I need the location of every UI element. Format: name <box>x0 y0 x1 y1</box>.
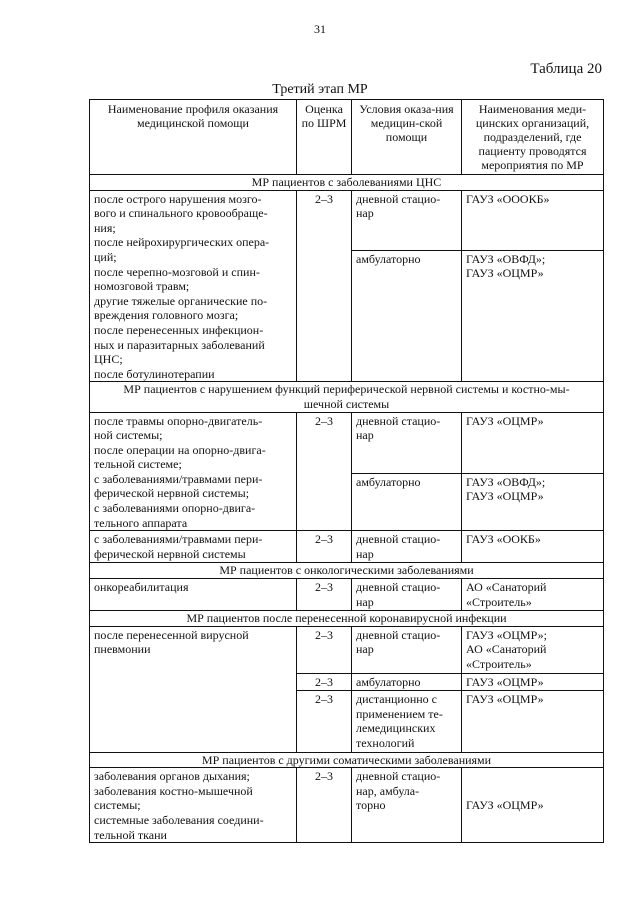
section-title-onco: МР пациентов с онкологическими заболеваниями <box>219 563 474 578</box>
table-row <box>90 412 604 473</box>
covid-score-2: 2–3 <box>315 674 333 689</box>
onco-profile: онкореабилитация <box>94 580 189 595</box>
pns-org-day: ГАУЗ «ОЦМР» <box>466 413 544 428</box>
onco-org: АО «Санаторий «Строитель» <box>466 580 547 609</box>
covid-condition-day: дневной стацио- нар <box>356 627 441 657</box>
section-row <box>90 175 604 191</box>
table-row <box>90 768 604 843</box>
rehab-table <box>89 99 604 843</box>
table-title: Третий этап МР <box>272 82 368 97</box>
cns-condition-day: дневной стацио- нар <box>356 191 441 221</box>
pns-profile-1: после травмы опорно-двигатель- ной системы; после операции на опорно-двига- тельной системе; с заболеваниями/травмами пери- ферической нервной системы; с заболеваниями опорно-двига- тельного аппарата <box>94 413 266 530</box>
section-title-cns: МР пациентов с заболеваниями ЦНС <box>251 175 442 189</box>
cns-org-day: ГАУЗ «ОООКБ» <box>466 191 550 206</box>
covid-profile: после перенесенной вирусной пневмонии <box>94 627 249 657</box>
somatic-score: 2–3 <box>315 769 333 784</box>
covid-org-outpatient: ГАУЗ «ОЦМР» <box>466 674 544 689</box>
covid-condition-remote: дистанционно с применением те- лемедицинских технологий <box>356 692 443 750</box>
header-row <box>90 100 604 175</box>
pns-profile-2: с заболеваниями/травмами пери- ферической нервной системы <box>94 532 263 561</box>
pns-condition-day: дневной стацио- нар <box>356 413 441 443</box>
pns-score-1: 2–3 <box>315 413 333 428</box>
cns-score: 2–3 <box>315 191 333 206</box>
somatic-condition: дневной стацио- нар, амбула- торно <box>356 769 441 813</box>
table-row <box>90 190 604 250</box>
header-score: Оценка по ШРМ <box>297 100 352 175</box>
covid-score-3: 2–3 <box>315 692 333 707</box>
table-row <box>90 531 604 563</box>
somatic-profile: заболевания органов дыхания; заболевания костно-мышечной системы; системные заболевания соедини- тельной ткани <box>94 769 264 842</box>
page-number: 31 <box>314 22 326 36</box>
section-row <box>90 752 604 768</box>
table-row <box>90 626 604 673</box>
header-organizations: Наименования меди-цинских организаций, подразделений, где пациенту проводятся мероприятия по МР <box>462 100 604 175</box>
section-row <box>90 611 604 627</box>
cns-condition-outpatient: амбулаторно <box>356 251 421 266</box>
header-conditions: Условия оказа-ния медицин-ской помощи <box>352 100 462 175</box>
covid-org-day: ГАУЗ «ОЦМР»; АО «Санаторий «Строитель» <box>466 627 547 671</box>
pns-org-day-2: ГАУЗ «ООКБ» <box>466 532 541 547</box>
section-row <box>90 382 604 412</box>
covid-org-remote: ГАУЗ «ОЦМР» <box>466 692 544 707</box>
covid-condition-outpatient: амбулаторно <box>356 674 421 689</box>
pns-org-outpatient: ГАУЗ «ОВФД»; ГАУЗ «ОЦМР» <box>466 474 546 504</box>
cns-org-outpatient: ГАУЗ «ОВФД»; ГАУЗ «ОЦМР» <box>466 251 546 281</box>
onco-condition: дневной стацио- нар <box>356 580 441 609</box>
table-row <box>90 579 604 611</box>
pns-condition-outpatient: амбулаторно <box>356 474 421 489</box>
pns-score-2: 2–3 <box>315 532 333 547</box>
somatic-org: ГАУЗ «ОЦМР» <box>466 797 544 812</box>
section-row <box>90 563 604 579</box>
table-label: Таблица 20 <box>530 61 602 77</box>
header-profile: Наименование профиля оказания медицинской помощи <box>90 100 297 175</box>
pns-condition-day-2: дневной стацио- нар <box>356 532 441 561</box>
covid-score-1: 2–3 <box>315 627 333 642</box>
cns-profile: после острого нарушения мозго- вого и спинального кровообраще- ния; после нейрохирургических опера- ций; после черепно-мозговой и спин- номозговой травм; другие тяжелые органические по- вреждения головного мозга; после перенесенных инфекцион- ных и паразитарных заболеваний ЦНС; после ботулинотерапии <box>94 191 270 381</box>
section-title-somatic: МР пациентов с другими соматическими заболеваниями <box>201 752 492 767</box>
section-title-covid: МР пациентов после перенесенной коронавирусной инфекции <box>186 611 507 626</box>
onco-score: 2–3 <box>315 580 333 595</box>
section-title-pns: МР пациентов с нарушением функций периферической нервной системы и костно-мы- шечной системы <box>123 382 570 411</box>
